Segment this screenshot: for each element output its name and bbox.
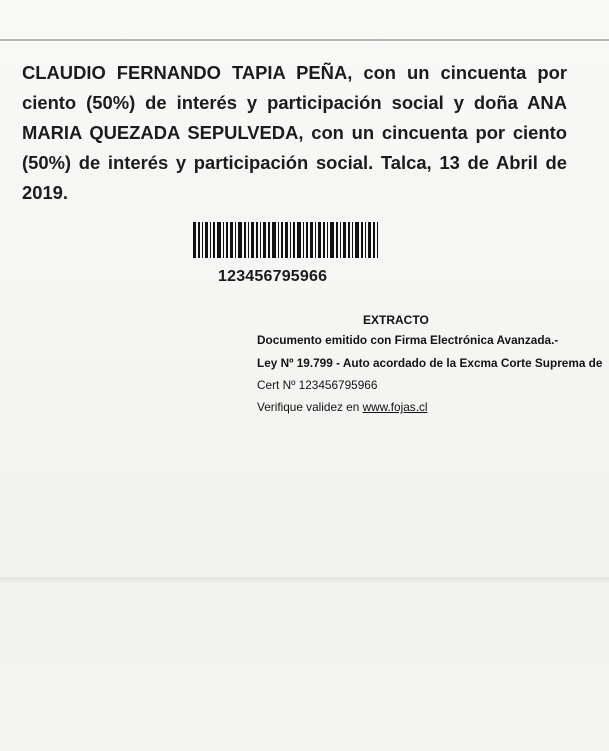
extract-line-3: Cert Nº 123456795966 (257, 378, 378, 392)
barcode-icon (193, 222, 378, 258)
extract-title: EXTRACTO (363, 313, 429, 327)
extract-line-2: Ley Nº 19.799 - Auto acordado de la Excma Corte Suprema de (257, 356, 603, 370)
extract-line-4 (257, 400, 428, 414)
page-fold (0, 577, 609, 583)
fojas-link[interactable]: www.fojas.cl (362, 400, 428, 414)
extract-line-1: Documento emitido con Firma Electrónica Avanzada.- (257, 333, 559, 347)
main-paragraph: CLAUDIO FERNANDO TAPIA PEÑA, con un cincuenta por ciento (50%) de interés y participación social y doña ANA MARIA QUEZADA SEPULVEDA, con un cincuenta por ciento (50%) de interés y participación social. Talca, 13 de Abril de 2019. (22, 62, 567, 203)
barcode-number: 123456795966 (218, 268, 328, 285)
page-top-edge (0, 39, 609, 41)
extract-verify-text: Verifique validez en (257, 400, 363, 414)
